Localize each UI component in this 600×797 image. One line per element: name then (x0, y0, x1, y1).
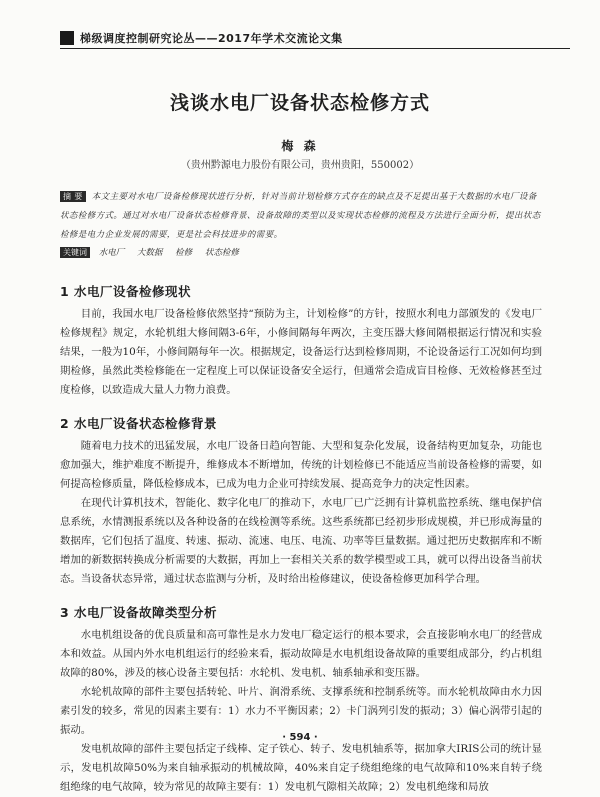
paragraph: 随着电力技术的迅猛发展，水电厂设备日趋向智能、大型和复杂化发展，设备结构更加复杂，功能也愈加强大，维护难度不断提升，维修成本不断增加，传统的计划检修已不能适应当前设备检修的需要，如何提高检修质量，降低检修成本，已成为电力企业可持续发展、提高竞争力的决定性因素。 (60, 440, 542, 490)
abstract (60, 188, 542, 245)
author: 梅 森 (281, 139, 319, 153)
paragraph: 水电机组设备的优良质量和高可靠性是水力发电厂稳定运行的根本要求，会直接影响水电厂的经营成本和效益。从国内外水电机组运行的经验来看，振动故障是水电机组设备故障的重要组成部分，约占机组故障的80%，涉及的核心设备主要包括：水轮机、发电机、轴系轴承和变压器。 (60, 629, 542, 679)
abstract-text: 本文主要对水电厂设备检修现状进行分析，针对当前计划检修方式存在的缺点及不足提出基于大数据的水电厂设备状态检修方式。通过对水电厂设备状态检修背景、设备故障的类型以及实现状态检修的流程及方法进行全面分析，提出状态检修是电力企业发展的需要，更是社会科技进步的需要。 (60, 192, 541, 240)
keyword: 检修 (175, 248, 193, 258)
paragraph: 在现代计算机技术，智能化、数字化电厂的推动下，水电厂已广泛拥有计算机监控系统、继电保护信息系统，水情测报系统以及各种设备的在线检测等系统。这些系统都已经初步形成规模，并已形成海量的数据库，它们包括了温度、转速、振动、流速、电压、电流、功率等巨量数据。通过把历史数据库和不断增加的新数据转换成分析需要的大数据，再加上一套相关关系的数学模型或工具，就可以得出设备当前状态。当设备状态异常，通过状态监测与分析，及时给出检修建议，使设备检修更加科学合理。 (60, 497, 542, 585)
keyword: 水电厂 (98, 248, 125, 258)
keywords (60, 246, 249, 258)
keyword: 状态检修 (204, 248, 239, 258)
keywords-label: 关键词 (60, 247, 90, 258)
section-heading: 1 水电厂设备检修现状 (60, 284, 192, 299)
keywords-list (99, 248, 249, 258)
header-block-mark (60, 31, 74, 45)
header-text: 梯级调度控制研究论丛——2017年学术交流论文集 (80, 32, 343, 45)
abstract-label: 摘 要 (60, 191, 86, 202)
section-heading: 2 水电厂设备状态检修背景 (60, 416, 218, 431)
running-header (60, 28, 570, 49)
page-number: · 594 · (282, 732, 318, 743)
section-heading: 3 水电厂设备故障类型分析 (60, 605, 218, 620)
affiliation: （贵州黔源电力股份有限公司，贵州贵阳，550002） (180, 160, 420, 171)
paragraph: 水轮机故障的部件主要包括转轮、叶片、润滑系统、支撑系统和控制系统等。而水轮机故障由水力因素引发的较多，常见的因素主要有：1）水力不平衡因素；2）卡门涡列引发的振动；3）偏心涡带引起的振动。 (60, 686, 542, 736)
paragraph: 目前，我国水电厂设备检修依然坚持“预防为主，计划检修”的方针，按照水利电力部颁发的《发电厂检修规程》规定，水轮机组大修间隔3-6年，小修间隔每年两次，主变压器大修间隔根据运行情况和实验结果，一般为10年，小修间隔每年一次。根据规定，设备运行达到检修周期，不论设备运行工况如何均到期检修，虽然此类检修能在一定程度上可以保证设备安全运行，但通常会造成盲目检修、无效检修甚至过度检修，以致造成大量人力物力浪费。 (60, 308, 542, 396)
paper-body (60, 268, 542, 797)
paper-title: 浅谈水电厂设备状态检修方式 (169, 92, 430, 114)
keyword: 大数据 (136, 248, 163, 258)
paragraph: 发电机故障的部件主要包括定子线棒、定子铁心、转子、发电机轴系等，据加拿大IRIS公司的统计显示，发电机故障50%为来自轴承振动的机械故障，40%来自定子绕组绝缘的电气故障和10%来自转子绕组绝缘的电气故障，较为常见的故障主要有：1）发电机气隙相关故障；2）发电机绝缘和局放 (60, 743, 542, 793)
